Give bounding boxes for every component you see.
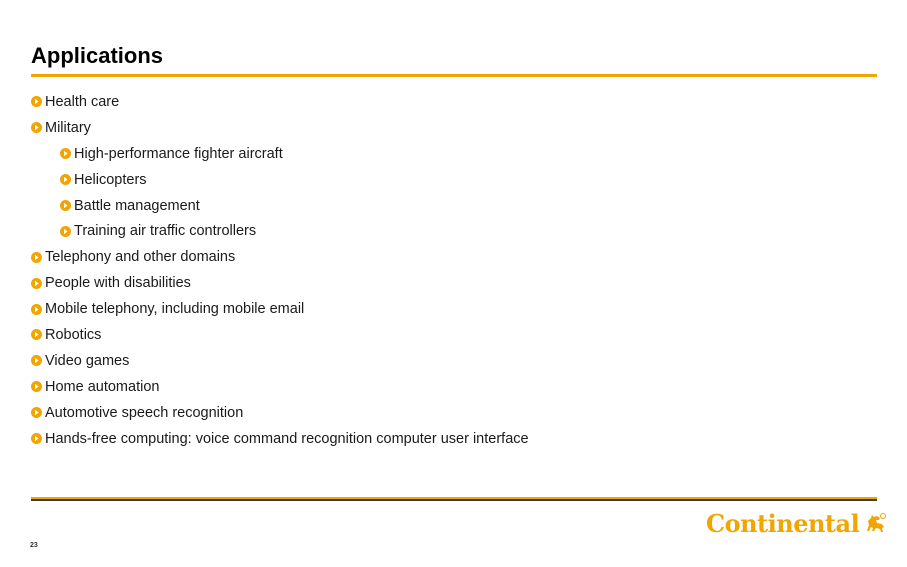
bullet-arrow-icon	[60, 226, 71, 237]
bullet-arrow-icon	[60, 148, 71, 159]
bullet-text: Automotive speech recognition	[45, 404, 244, 421]
bullet-arrow-icon	[31, 329, 42, 340]
sub-bullet-item	[31, 141, 529, 167]
bullet-item	[31, 374, 529, 400]
page-number: 23	[30, 542, 38, 549]
continental-logo	[706, 506, 887, 540]
footer-divider	[31, 497, 877, 501]
bullet-text: Robotics	[45, 326, 102, 343]
bullet-arrow-icon	[31, 96, 42, 107]
bullet-text: Helicopters	[74, 171, 147, 188]
bullet-item	[31, 296, 529, 322]
bullet-arrow-icon	[31, 122, 42, 133]
sub-bullet-item	[31, 218, 529, 244]
slide-title: Applications	[31, 43, 164, 68]
bullet-arrow-icon	[31, 407, 42, 418]
bullet-arrow-icon	[31, 381, 42, 392]
bullet-text: High-performance fighter aircraft	[74, 145, 283, 162]
bullet-item	[31, 244, 529, 270]
bullet-text: Health care	[45, 93, 120, 110]
bullet-arrow-icon	[31, 252, 42, 263]
bullet-item	[31, 89, 529, 115]
bullet-arrow-icon	[60, 200, 71, 211]
bullet-text: Training air traffic controllers	[74, 223, 257, 240]
bullet-arrow-icon	[31, 278, 42, 289]
bullet-text: Home automation	[45, 378, 160, 395]
bullet-item	[31, 322, 529, 348]
horse-emblem-icon	[863, 511, 887, 535]
bullet-text: People with disabilities	[45, 275, 191, 292]
bullet-text: Military	[45, 119, 91, 136]
bullet-text: Hands-free computing: voice command recognition computer user interface	[45, 430, 529, 447]
bullet-text: Telephony and other domains	[45, 249, 236, 266]
bullet-arrow-icon	[60, 174, 71, 185]
bullet-item	[31, 115, 529, 141]
bullet-item	[31, 270, 529, 296]
bullet-arrow-icon	[31, 355, 42, 366]
bullet-item	[31, 400, 529, 426]
title-divider	[31, 74, 877, 77]
bullet-arrow-icon	[31, 304, 42, 315]
bullet-text: Mobile telephony, including mobile email	[45, 301, 305, 318]
bullet-list	[31, 89, 529, 451]
bullet-item	[31, 426, 529, 452]
bullet-text: Battle management	[74, 197, 200, 214]
sub-bullet-item	[31, 167, 529, 193]
logo-wordmark: Continental	[706, 508, 860, 538]
sub-bullet-item	[31, 193, 529, 219]
bullet-item	[31, 348, 529, 374]
bullet-arrow-icon	[31, 433, 42, 444]
bullet-text: Video games	[45, 352, 130, 369]
